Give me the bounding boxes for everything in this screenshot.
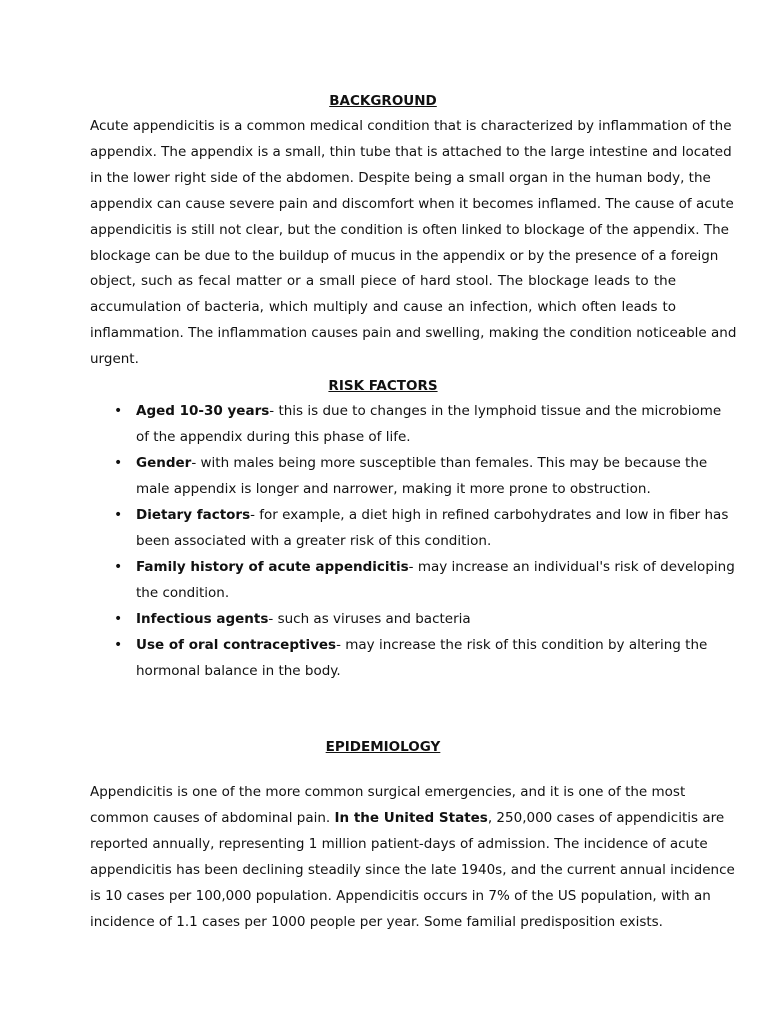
risk-factor-text: - may increase an individual's risk of developing xyxy=(408,559,735,575)
bullet-icon: • xyxy=(114,559,123,575)
list-item xyxy=(90,398,722,450)
bullet-icon: • xyxy=(114,507,123,523)
epidemiology-line: reported annually, representing 1 million patient-days of admission. The incidence of acute xyxy=(90,835,708,852)
bullet-icon: • xyxy=(114,455,123,471)
risk-factor-text: hormonal balance in the body. xyxy=(136,663,341,679)
risk-factor-text: - this is due to changes in the lymphoid tissue and the microbiome xyxy=(269,403,722,419)
epidemiology-emphasis: In the United States xyxy=(334,809,488,826)
background-line: inflammation. The inflammation causes pain and swelling, making the condition noticeable and xyxy=(90,325,737,342)
risk-factor-text: - with males being more susceptible than females. This may be because the xyxy=(191,455,708,471)
background-paragraph xyxy=(90,114,737,373)
epidemiology-text: , 250,000 cases of appendicitis are xyxy=(487,809,725,826)
risk-factor-text: - such as viruses and bacteria xyxy=(268,611,471,627)
background-line: in the lower right side of the abdomen. Despite being a small organ in the human body, the xyxy=(90,169,711,186)
risk-factor-text: male appendix is longer and narrower, making it more prone to obstruction. xyxy=(136,481,651,497)
background-line: accumulation of bacteria, which multiply and cause an infection, which often leads to xyxy=(90,299,676,316)
bullet-icon: • xyxy=(114,403,123,419)
epidemiology-paragraph xyxy=(90,780,735,935)
risk-factor-text: been associated with a greater risk of this condition. xyxy=(136,533,492,549)
list-item xyxy=(90,632,708,684)
background-heading: BACKGROUND xyxy=(329,93,437,109)
background-line: object, such as fecal matter or a small piece of hard stool. The blockage leads to the xyxy=(90,273,676,290)
epidemiology-line: appendicitis has been declining steadily since the late 1940s, and the current annual incidence xyxy=(90,861,735,878)
risk-factors-heading: RISK FACTORS xyxy=(328,378,438,394)
risk-factor-term: Gender xyxy=(136,455,192,471)
background-line: urgent. xyxy=(90,351,139,368)
epidemiology-heading: EPIDEMIOLOGY xyxy=(325,739,441,755)
list-item xyxy=(90,606,690,632)
list-item xyxy=(90,502,729,554)
risk-factor-term: Infectious agents xyxy=(136,611,269,627)
risk-factors-list xyxy=(90,398,735,684)
risk-factor-text: the condition. xyxy=(136,585,230,601)
background-line: appendicitis is still not clear, but the condition is often linked to blockage of the appendix. The xyxy=(90,221,729,238)
background-line: Acute appendicitis is a common medical condition that is characterized by inflammation of the xyxy=(90,118,732,134)
risk-factor-term: Family history of acute appendicitis xyxy=(136,559,409,575)
list-item xyxy=(90,554,735,606)
epidemiology-line: incidence of 1.1 cases per 1000 people per year. Some familial predisposition exists. xyxy=(90,913,663,930)
epidemiology-line: Appendicitis is one of the more common surgical emergencies, and it is one of the most xyxy=(90,784,686,800)
epidemiology-text: common causes of abdominal pain. xyxy=(90,809,335,826)
risk-factor-text: of the appendix during this phase of life. xyxy=(136,429,411,445)
risk-factor-text: - may increase the risk of this condition by altering the xyxy=(336,637,708,653)
epidemiology-line: is 10 cases per 100,000 population. Appendicitis occurs in 7% of the US population, with an xyxy=(90,887,711,904)
risk-factor-term: Aged 10-30 years xyxy=(136,403,270,419)
bullet-icon: • xyxy=(114,637,123,653)
risk-factor-term: Dietary factors xyxy=(136,507,251,523)
background-line: appendix. The appendix is a small, thin tube that is attached to the large intestine and located xyxy=(90,143,732,160)
background-line: blockage can be due to the buildup of mucus in the appendix or by the presence of a foreign xyxy=(90,247,719,264)
list-item xyxy=(90,450,708,502)
background-line: appendix can cause severe pain and discomfort when it becomes inflamed. The cause of acute xyxy=(90,195,734,212)
bullet-icon: • xyxy=(114,611,123,627)
risk-factor-term: Use of oral contraceptives xyxy=(136,637,337,653)
risk-factor-text: - for example, a diet high in refined carbohydrates and low in fiber has xyxy=(250,507,729,523)
epidemiology-line xyxy=(90,806,725,832)
